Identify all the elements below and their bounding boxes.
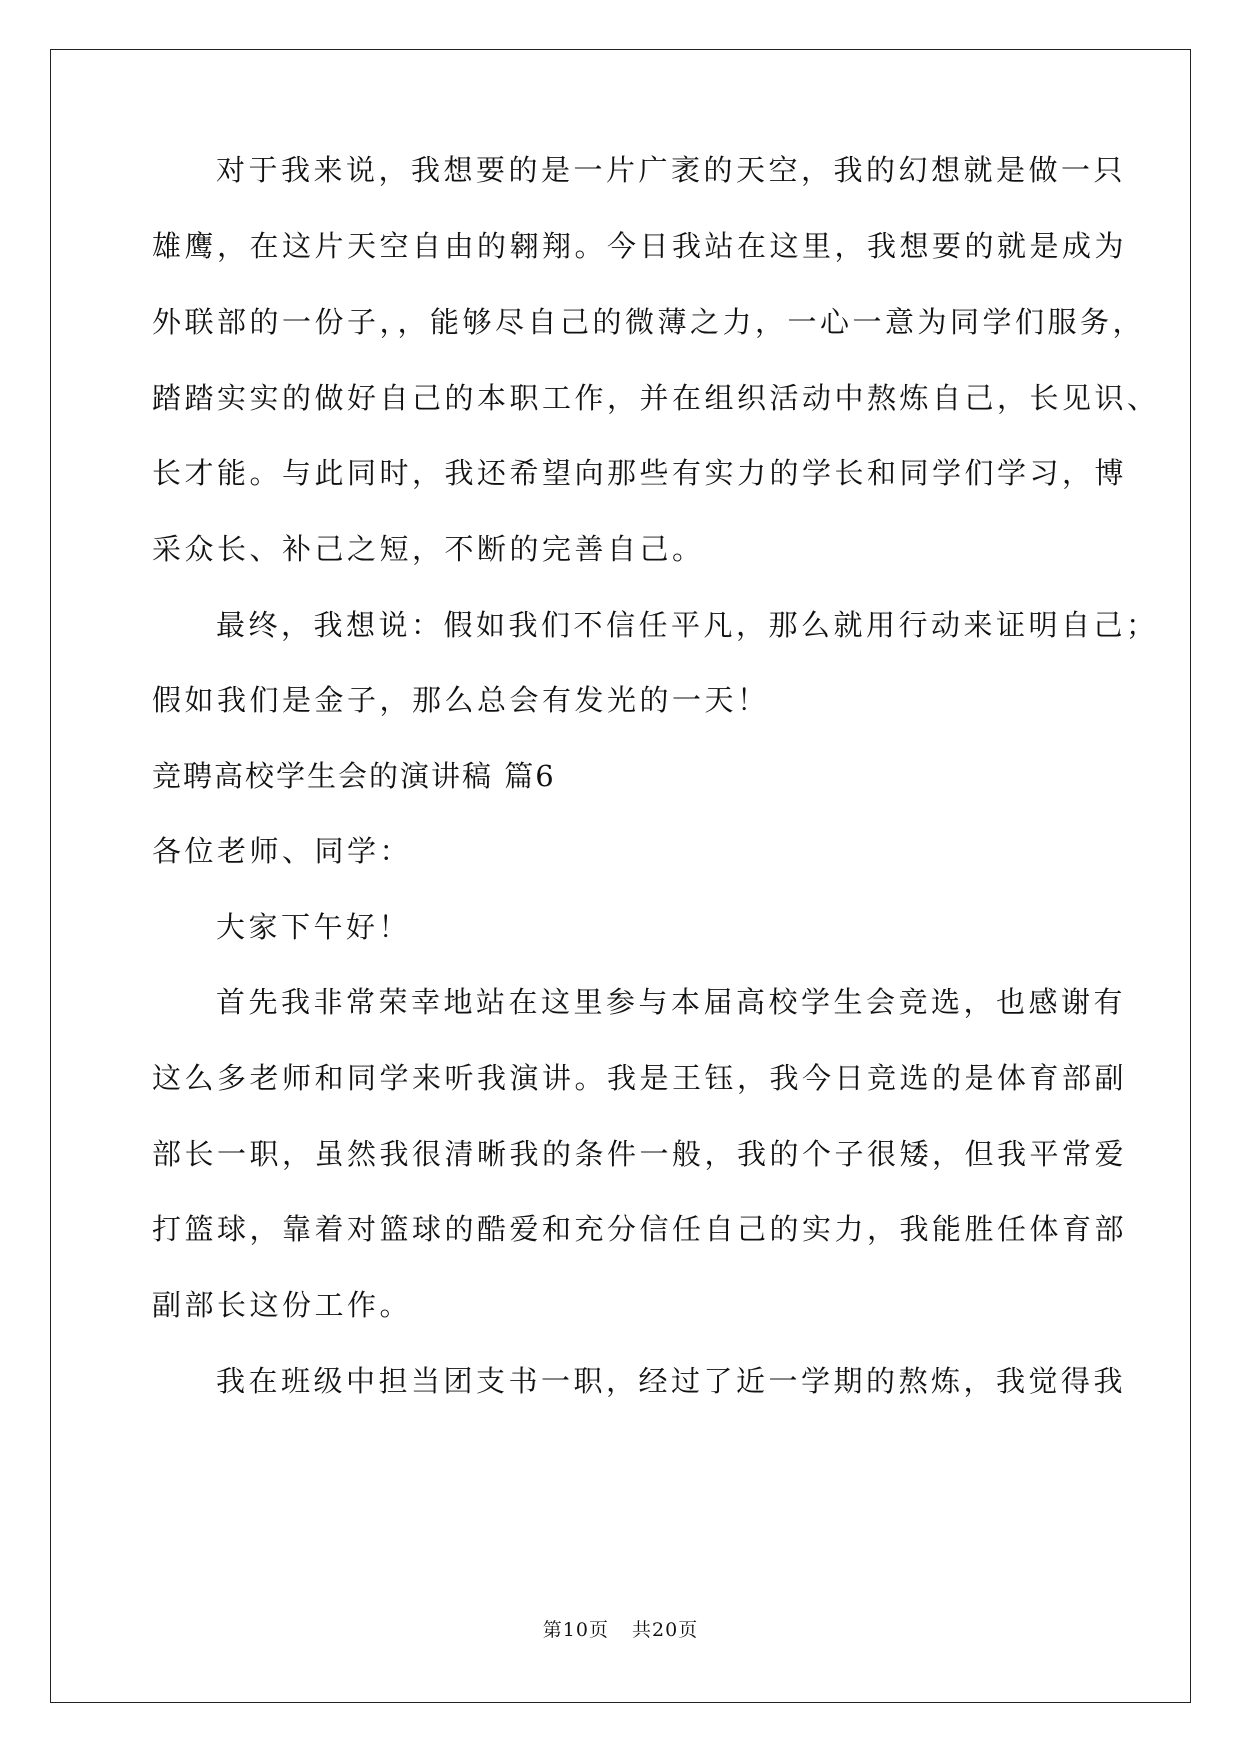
- paragraph-line: 外联部的一份子，，能够尽自己的微薄之力，一心一意为同学们服务，: [152, 305, 1146, 339]
- paragraph-line: 部长一职，虽然我很清晰我的条件一般，我的个子很矮，但我平常爱: [152, 1137, 1128, 1171]
- paragraph-line: 首先我非常荣幸地站在这里参与本届高校学生会竞选，也感谢有: [216, 985, 1127, 1019]
- paragraph-line: 假如我们是金子，那么总会有发光的一天！: [152, 683, 770, 717]
- page-footer: [0, 1618, 1241, 1642]
- paragraph-line: 采众长、补己之短，不断的完善自己。: [152, 532, 705, 566]
- paragraph-line: 最终，我想说：假如我们不信任平凡，那么就用行动来证明自己；: [216, 608, 1159, 642]
- page-total: 共20页: [632, 1619, 699, 1641]
- paragraph-line: 打篮球，靠着对篮球的酷爱和充分信任自己的实力，我能胜任体育部: [152, 1212, 1128, 1246]
- salutation: 各位老师、同学：: [152, 834, 413, 868]
- section-heading: 竞聘高校学生会的演讲稿 篇6: [152, 759, 556, 793]
- paragraph-line: 雄鹰，在这片天空自由的翱翔。今日我站在这里，我想要的就是成为: [152, 229, 1128, 263]
- page-border: [50, 49, 1191, 1703]
- paragraph-line: 长才能。与此同时，我还希望向那些有实力的学长和同学们学习，博: [152, 456, 1128, 490]
- paragraph-line: 踏踏实实的做好自己的本职工作，并在组织活动中熬炼自己，长见识、: [152, 381, 1160, 415]
- paragraph-line: 这么多老师和同学来听我演讲。我是王钰，我今日竞选的是体育部副: [152, 1061, 1128, 1095]
- greeting: 大家下午好！: [216, 910, 412, 944]
- paragraph-line: 我在班级中担当团支书一职，经过了近一学期的熬炼，我觉得我: [216, 1364, 1127, 1398]
- paragraph-line: 对于我来说，我想要的是一片广袤的天空，我的幻想就是做一只: [216, 153, 1127, 187]
- page-current: 第10页: [542, 1619, 609, 1641]
- paragraph-line: 副部长这份工作。: [152, 1288, 413, 1322]
